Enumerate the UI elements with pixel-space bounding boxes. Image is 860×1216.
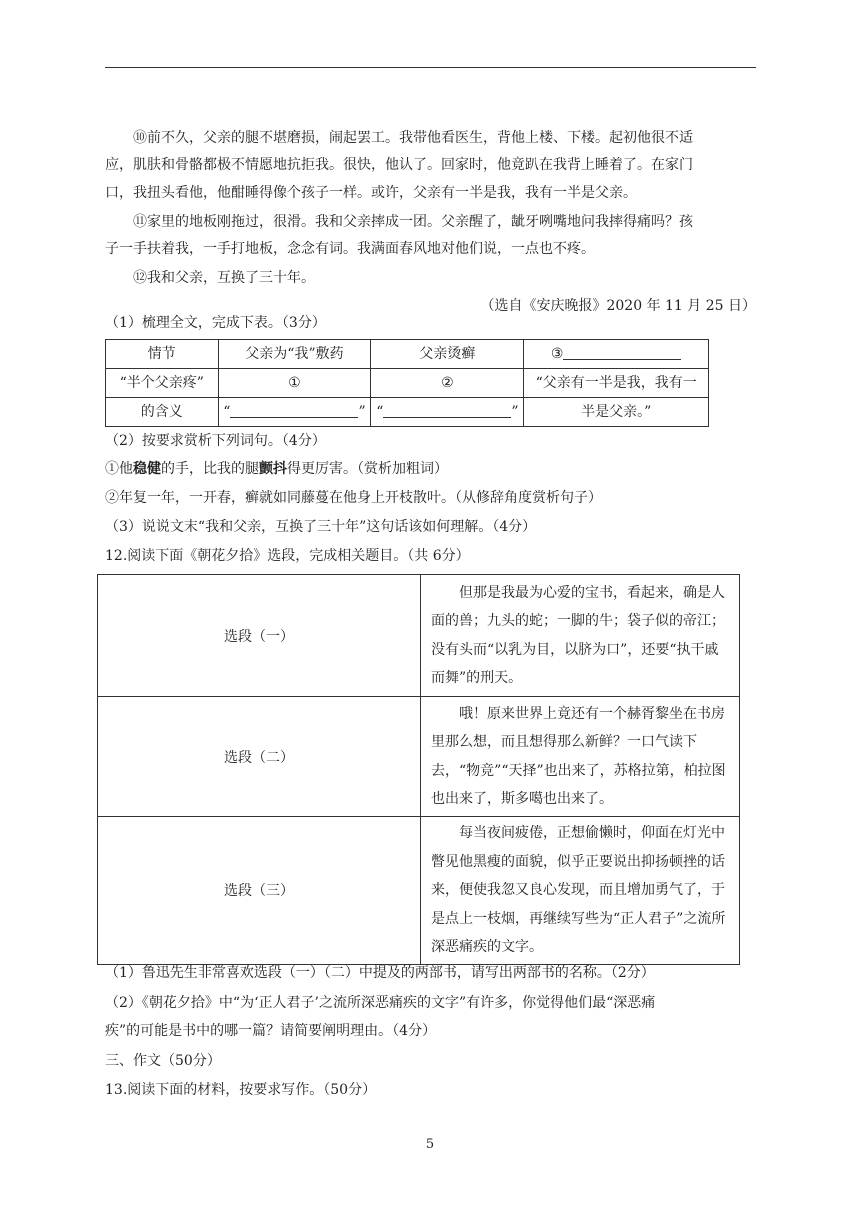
paragraph-10-line-3: 口，我扭头看他，他酣睡得像个孩子一样。或许，父亲有一半是我，我有一半是父亲。 bbox=[105, 185, 637, 201]
excerpt-body: 哦！原来世界上竟还有一个赫胥黎坐在书房里那么想，而且想得那么新鲜？一口气读下去，“物竞”“天择”也出来了，苏格拉第，柏拉图也出来了，斯多噶也出来了。 bbox=[431, 705, 726, 807]
table-cell: ② bbox=[371, 369, 524, 398]
header-rule bbox=[105, 67, 756, 68]
answer-blank[interactable] bbox=[230, 403, 358, 418]
excerpt-label: 选段（三） bbox=[98, 817, 421, 965]
quote-mark: “ bbox=[376, 404, 384, 420]
paragraph-10-line-1: ⑩前不久，父亲的腿不堪磨损，闹起罢工。我带他看医生，背他上楼、下楼。起初他很不适 bbox=[133, 130, 693, 146]
page-number: 5 bbox=[425, 1137, 435, 1152]
table-row bbox=[98, 575, 740, 697]
text: 的手，比我的腿 bbox=[161, 461, 259, 477]
table-row bbox=[106, 398, 709, 427]
plot-summary-table bbox=[105, 339, 709, 427]
bold-word: 稳健 bbox=[133, 461, 161, 477]
table-row-label: “半个父亲疼” bbox=[106, 369, 219, 398]
table-cell: 半是父亲。” bbox=[524, 398, 709, 427]
excerpt-text bbox=[421, 575, 740, 697]
answer-blank[interactable] bbox=[383, 403, 511, 418]
table-cell bbox=[218, 398, 371, 427]
quote-mark: ” bbox=[358, 404, 366, 420]
text: ①他 bbox=[105, 461, 133, 477]
excerpt-label: 选段（一） bbox=[98, 575, 421, 697]
question-12-sub-2-line-1: （2）《朝花夕拾》中“为‘正人君子’之流所深恶痛疾的文字”有许多，你觉得他们最“深恶痛 bbox=[105, 995, 656, 1011]
excerpt-label: 选段（二） bbox=[98, 697, 421, 817]
table-row bbox=[98, 817, 740, 965]
paragraph-11-line-2: 子一手扶着我，一手打地板，念念有词。我满面春风地对他们说，一点也不疼。 bbox=[105, 241, 595, 257]
quote-mark: “ bbox=[223, 404, 231, 420]
table-row bbox=[98, 697, 740, 817]
table-cell: ① bbox=[218, 369, 371, 398]
table-row bbox=[106, 340, 709, 369]
excerpt-body: 但那是我最为心爱的宝书，看起来，确是人面的兽；九头的蛇；一脚的牛；袋子似的帝江；没有头而“以乳为目，以脐为口”，还要“执干戚而舞”的刑天。 bbox=[431, 584, 725, 686]
excerpt-text bbox=[421, 817, 740, 965]
question-12-title: 12.阅读下面《朝花夕拾》选段，完成相关题目。（共 6分） bbox=[105, 548, 470, 564]
table-row bbox=[106, 369, 709, 398]
blank-marker: ③ bbox=[550, 346, 564, 362]
text: 得更厉害。（赏析加粗词） bbox=[287, 461, 448, 477]
paragraph-11-line-1: ⑪家里的地板刚拖过，很滑。我和父亲摔成一团。父亲醒了，龇牙咧嘴地问我摔得痛吗？孩 bbox=[133, 214, 693, 230]
question-2-prompt: （2）按要求赏析下列词句。（4分） bbox=[105, 433, 326, 449]
question-2-item-2: ②年复一年，一开春，癣就如同藤蔓在他身上开枝散叶。（从修辞角度赏析句子） bbox=[105, 490, 602, 506]
excerpt-table bbox=[97, 574, 740, 965]
table-cell: “父亲有一半是我，我有一 bbox=[524, 369, 709, 398]
question-13-prompt: 13.阅读下面的材料，按要求写作。（50分） bbox=[105, 1082, 377, 1098]
question-2-item-1 bbox=[105, 459, 756, 479]
source-citation: （选自《安庆晚报》2020 年 11 月 25 日） bbox=[480, 298, 756, 314]
excerpt-text bbox=[421, 697, 740, 817]
table-header-cell: 情节 bbox=[106, 340, 219, 369]
question-12-sub-2-line-2: 疾”的可能是书中的哪一篇？请简要阐明理由。（4分） bbox=[105, 1023, 437, 1039]
table-cell bbox=[371, 398, 524, 427]
question-1-prompt: （1）梳理全文，完成下表。（3分） bbox=[105, 315, 326, 331]
question-12-sub-1: （1）鲁迅先生非常喜欢选段（一）（二）中提及的两部书，请写出两部书的名称。（2分） bbox=[105, 965, 655, 981]
quote-mark: ” bbox=[511, 404, 519, 420]
question-3-prompt: （3）说说文末“我和父亲，互换了三十年”这句话该如何理解。（4分） bbox=[105, 519, 537, 535]
section-3-heading: 三、作文（50分） bbox=[105, 1053, 221, 1069]
table-row-label: 的含义 bbox=[106, 398, 219, 427]
answer-blank[interactable] bbox=[563, 345, 681, 360]
table-header-cell: 父亲烫癣 bbox=[371, 340, 524, 369]
paragraph-12: ⑫我和父亲，互换了三十年。 bbox=[133, 270, 315, 286]
excerpt-body: 每当夜间疲倦，正想偷懒时，仰面在灯光中瞥见他黑瘦的面貌，似乎正要说出抑扬顿挫的话来，便使我忽又良心发现，而且增加勇气了，于是点上一枝烟，再继续写些为“正人君子”之流所深恶痛疾的文字。 bbox=[431, 825, 726, 955]
table-header-cell bbox=[524, 340, 709, 369]
bold-word: 颤抖 bbox=[259, 461, 287, 477]
paragraph-10-line-2: 应，肌肤和骨骼都极不情愿地抗拒我。很快，他认了。回家时，他竟趴在我背上睡着了。在家门 bbox=[105, 157, 693, 173]
table-header-cell: 父亲为“我”敷药 bbox=[218, 340, 371, 369]
